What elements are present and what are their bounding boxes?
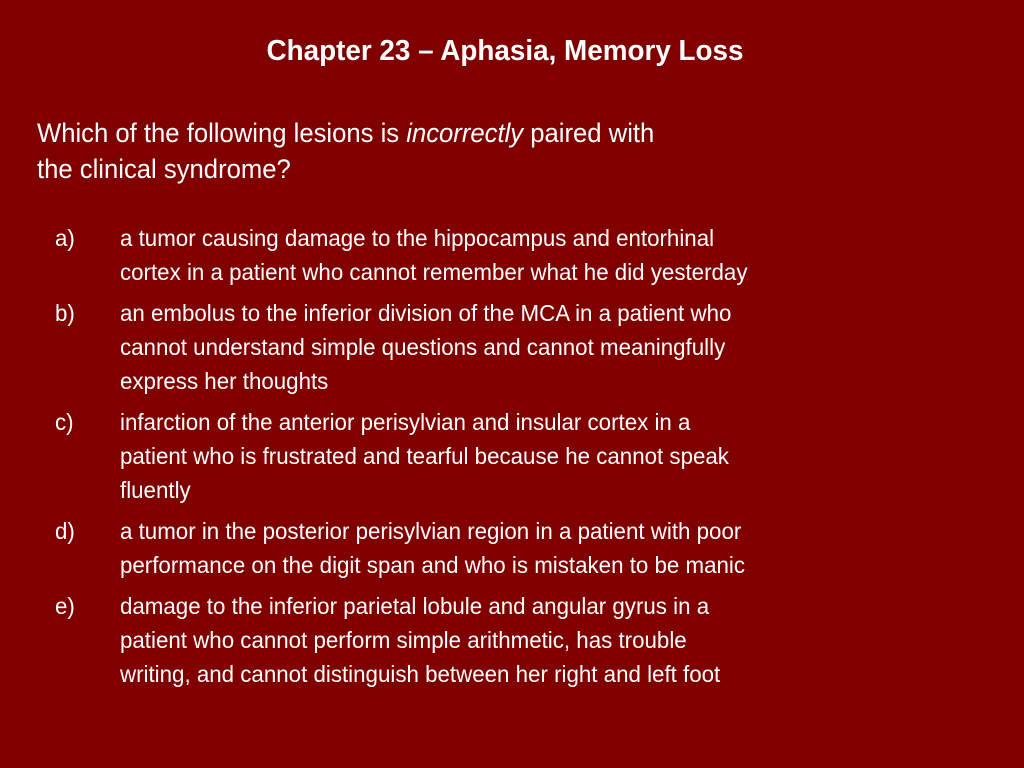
option-letter: e) xyxy=(55,593,75,619)
option-b xyxy=(55,296,928,398)
option-line: writing, and cannot distinguish between her right and left foot xyxy=(119,661,721,687)
option-line: cannot understand simple questions and cannot meaningfully xyxy=(119,334,726,360)
option-line: damage to the inferior parietal lobule and angular gyrus in a xyxy=(119,593,710,619)
option-text xyxy=(120,405,928,507)
option-e xyxy=(55,589,928,691)
option-letter: a) xyxy=(55,225,75,251)
option-text xyxy=(120,296,928,398)
option-text xyxy=(120,589,928,691)
option-line: performance on the digit span and who is mistaken to be manic xyxy=(119,552,746,578)
option-letter: d) xyxy=(55,518,75,544)
option-line: fluently xyxy=(119,477,191,503)
answer-options xyxy=(55,221,955,698)
option-letter: c) xyxy=(55,409,74,435)
question-text-end: paired with xyxy=(523,118,655,148)
option-line: infarction of the anterior perisylvian and insular cortex in a xyxy=(119,409,691,435)
option-c xyxy=(55,405,928,507)
question-text-start: Which of the following lesions is xyxy=(37,118,407,148)
option-d xyxy=(55,514,928,582)
slide-title: Chapter 23 – Aphasia, Memory Loss xyxy=(266,35,744,67)
question-text xyxy=(37,115,854,187)
option-line: cortex in a patient who cannot remember what he did yesterday xyxy=(119,259,748,285)
question-emphasis: incorrectly xyxy=(406,118,524,148)
option-text xyxy=(120,221,928,289)
option-line: patient who cannot perform simple arithmetic, has trouble xyxy=(119,627,687,653)
option-line: express her thoughts xyxy=(119,368,329,394)
option-letter: b) xyxy=(55,300,75,326)
option-line: an embolus to the inferior division of the MCA in a patient who xyxy=(119,300,732,326)
option-line: patient who is frustrated and tearful because he cannot speak xyxy=(119,443,729,469)
option-text xyxy=(120,514,928,582)
option-a xyxy=(55,221,928,289)
option-line: a tumor in the posterior perisylvian region in a patient with poor xyxy=(119,518,742,544)
option-line: a tumor causing damage to the hippocampus and entorhinal xyxy=(119,225,715,251)
question-text-line2: the clinical syndrome? xyxy=(37,154,291,184)
